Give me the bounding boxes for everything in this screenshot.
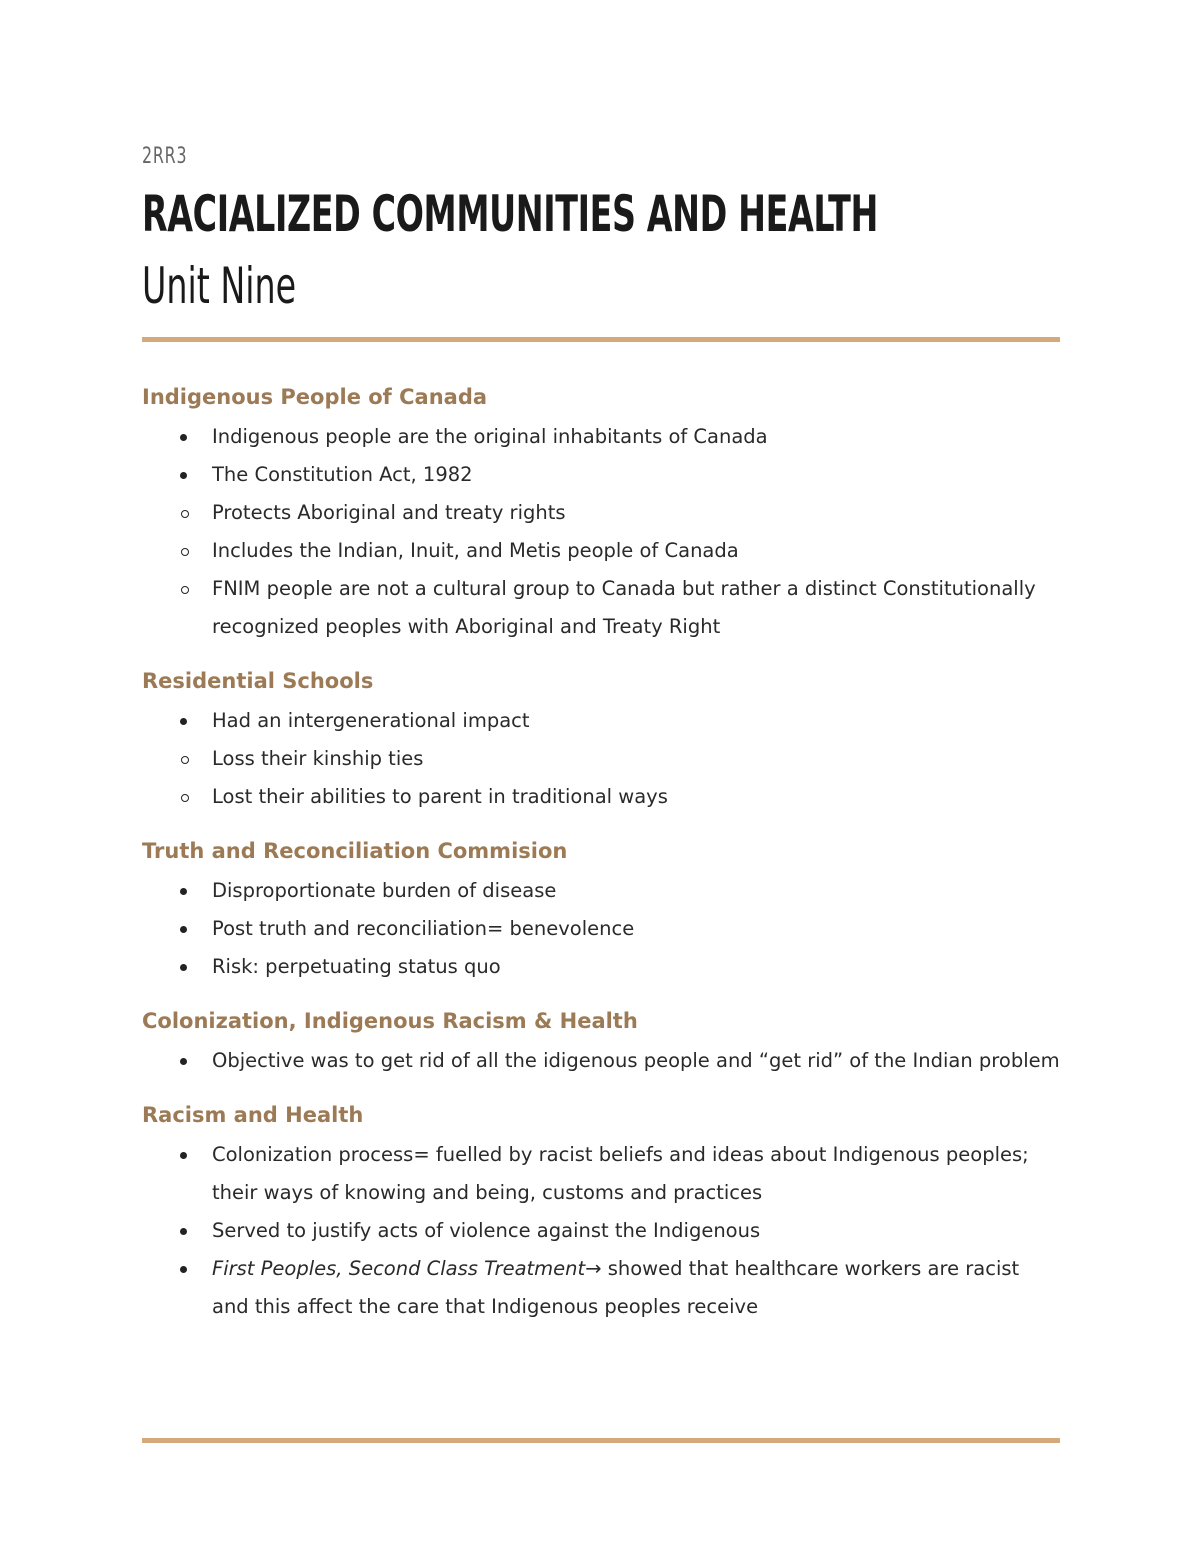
list-item-text: Protects Aboriginal and treaty rights	[212, 501, 566, 524]
bullet-list	[142, 1136, 1060, 1326]
list-item-text: Includes the Indian, Inuit, and Metis people of Canada	[212, 539, 739, 562]
sub-list-item	[142, 778, 1060, 816]
section-residential-schools	[142, 664, 1060, 816]
section-heading: Residential Schools	[142, 669, 374, 693]
sub-bullet-list	[142, 740, 1060, 816]
list-item-text: The Constitution Act, 1982	[212, 463, 473, 486]
bullet-list	[142, 418, 1060, 494]
list-item-text: Post truth and reconciliation= benevolence	[212, 917, 635, 940]
document-subtitle: Unit Nine	[142, 257, 297, 315]
list-item	[142, 456, 1060, 494]
list-item-text: Lost their abilities to parent in traditional ways	[212, 785, 668, 808]
section-heading: Indigenous People of Canada	[142, 385, 488, 409]
list-item	[142, 872, 1060, 910]
section-heading: Racism and Health	[142, 1103, 364, 1127]
list-item	[142, 910, 1060, 948]
bottom-divider	[142, 1438, 1060, 1443]
list-item-text: Had an intergenerational impact	[212, 709, 530, 732]
section-truth-reconciliation	[142, 834, 1060, 986]
bullet-list	[142, 702, 1060, 740]
sub-list-item	[142, 570, 1060, 646]
list-item-text: Colonization process= fuelled by racist beliefs and ideas about Indigenous peoples; their ways of knowing and being, customs and practices	[212, 1143, 1029, 1204]
sub-bullet-list	[142, 494, 1060, 646]
list-item	[142, 1042, 1060, 1080]
list-item	[142, 948, 1060, 986]
sub-list-item	[142, 740, 1060, 778]
course-code: 2RR3	[142, 144, 188, 169]
list-item-text: FNIM people are not a cultural group to Canada but rather a distinct Constitutionally recognized peoples with Aboriginal and Treaty Right	[212, 577, 1036, 638]
list-item-text: Objective was to get rid of all the idigenous people and “get rid” of the Indian problem	[212, 1049, 1060, 1072]
document-header	[142, 140, 1060, 318]
bullet-list	[142, 872, 1060, 986]
section-racism-health	[142, 1098, 1060, 1326]
notes-content	[142, 380, 1060, 1326]
bullet-list	[142, 1042, 1060, 1080]
list-item-text: Loss their kinship ties	[212, 747, 424, 770]
section-heading: Truth and Reconciliation Commision	[142, 839, 568, 863]
section-indigenous-people	[142, 380, 1060, 646]
top-divider	[142, 337, 1060, 342]
list-item-text: Risk: perpetuating status quo	[212, 955, 501, 978]
section-colonization	[142, 1004, 1060, 1080]
section-heading: Colonization, Indigenous Racism & Health	[142, 1009, 638, 1033]
list-item	[142, 418, 1060, 456]
list-item	[142, 1212, 1060, 1250]
list-item-text: → showed that healthcare workers are racist and this affect the care that Indigenous peoples receive	[212, 1257, 1020, 1318]
list-item	[142, 702, 1060, 740]
sub-list-item	[142, 494, 1060, 532]
book-title: First Peoples, Second Class Treatment	[212, 1257, 586, 1280]
list-item-text: Served to justify acts of violence against the Indigenous	[212, 1219, 761, 1242]
list-item	[142, 1250, 1060, 1326]
document-title: RACIALIZED COMMUNITIES AND HEALTH	[142, 185, 878, 243]
list-item-text: Disproportionate burden of disease	[212, 879, 557, 902]
list-item-text: Indigenous people are the original inhabitants of Canada	[212, 425, 768, 448]
list-item	[142, 1136, 1060, 1212]
sub-list-item	[142, 532, 1060, 570]
